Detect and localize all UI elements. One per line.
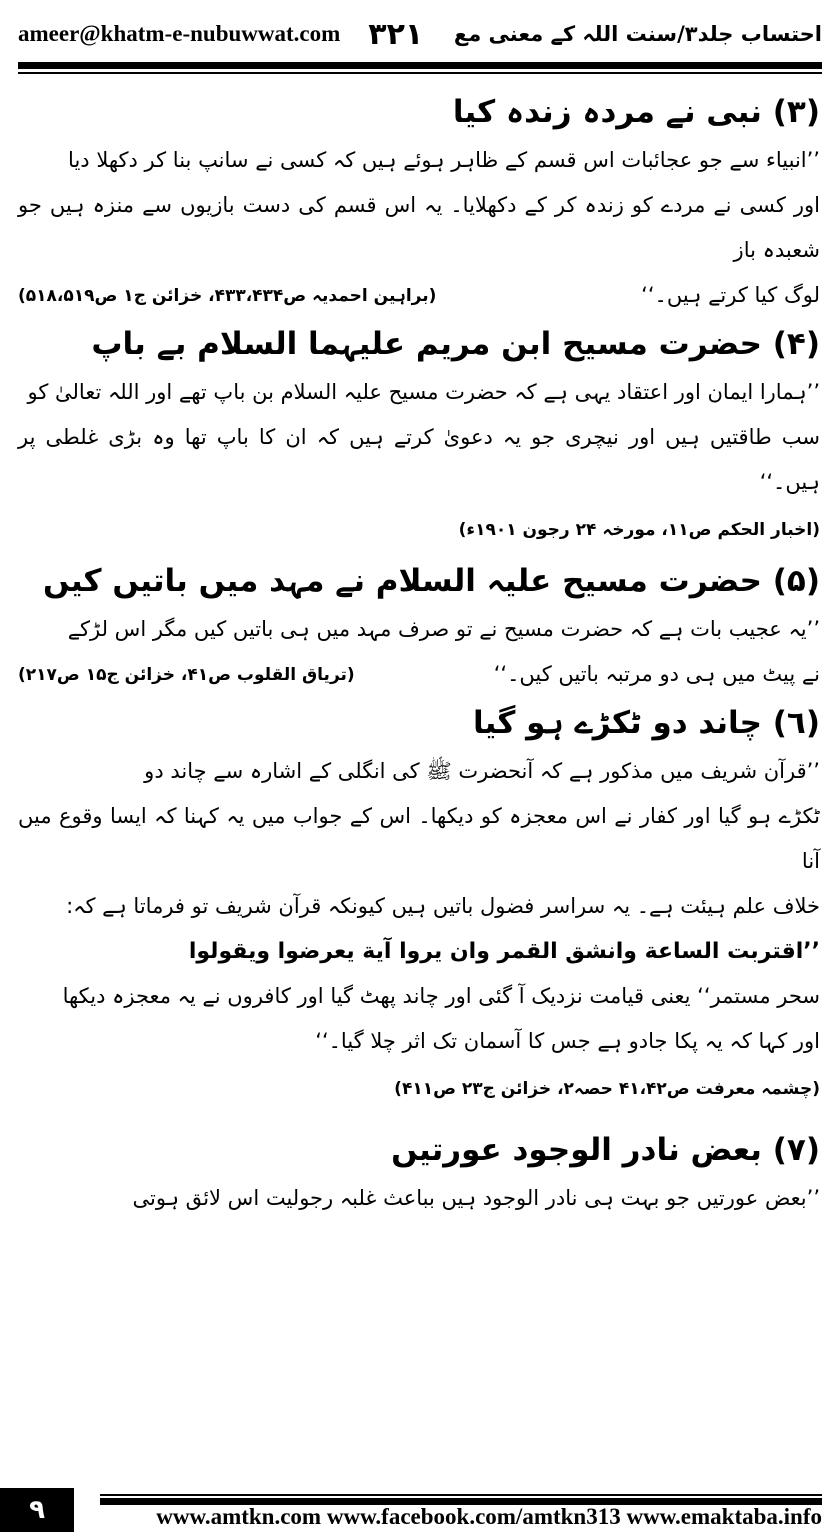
- reference: (تریاق القلوب ص۴۱، خزائن ج۱۵ ص۲۱۷): [18, 664, 355, 685]
- text-line: خلاف علم ہیئت ہے۔ یہ سراسر فضول باتیں ہیں کیونکہ قرآن شریف تو فرماتا ہے کہ:: [66, 894, 820, 918]
- section-5: [18, 555, 820, 697]
- header-left: [18, 17, 423, 52]
- spacer: [18, 1114, 820, 1124]
- reference: (اخبار الحکم ص۱۱، مورخہ ۲۴ رجون ۱۹۰۱ء): [458, 520, 820, 540]
- section-heading: (۵) حضرت مسیح علیہ السلام نے مہد میں باتیں کیں: [42, 563, 820, 599]
- section-4: [18, 318, 820, 555]
- header-book-title: احتساب جلد۳/سنت اللہ کے معنی مع: [453, 22, 822, 46]
- section-heading: (٦) چاند دو ٹکڑے ہو گیا: [473, 705, 820, 741]
- header-page-number: ٣٢١: [368, 16, 424, 52]
- text-line: اور کسی نے مردے کو زندہ کر کے دکھلایا۔ یہ اس قسم کی دست بازیوں سے منزہ ہیں جو شعبدہ باز: [18, 193, 820, 262]
- text-line: ’’یہ عجیب بات ہے کہ حضرت مسیح نے تو صرف مہد میں ہی باتیں کیں مگر اس لڑکے: [67, 617, 820, 641]
- header-rule-thick: [18, 62, 822, 69]
- line-with-reference: [18, 273, 820, 318]
- text-line: سب طاقتیں ہیں اور نیچری جو یہ دعویٰ کرتے ہیں کہ ان کا باپ تھا وہ بڑی غلطی پر ہیں۔‘‘: [18, 425, 820, 494]
- page-content: [18, 86, 820, 1221]
- footer-rule-thin: [100, 1494, 822, 1496]
- header-email: ameer@khatm-e-nubuwwat.com: [18, 21, 341, 46]
- line-with-reference: [18, 652, 820, 697]
- section-6: [18, 697, 820, 1114]
- section-heading: (۴) حضرت مسیح ابن مریم علیہما السلام بے باپ: [91, 326, 820, 362]
- section-3: [18, 86, 820, 318]
- section-7: [18, 1124, 820, 1221]
- footer-page-number: ٩: [0, 1488, 74, 1532]
- text-line: نے پیٹ میں ہی دو مرتبہ باتیں کیں۔‘‘: [493, 662, 820, 686]
- text-line: لوگ کیا کرتے ہیں۔‘‘: [641, 283, 820, 307]
- text-line: ’’قرآن شریف میں مذکور ہے کہ آنحضرت ﷺ کی انگلی کے اشارہ سے چاند دو: [144, 759, 820, 783]
- text-line: اور کہا کہ یہ پکا جادو ہے جس کا آسمان تک اثر چلا گیا۔‘‘: [315, 1029, 820, 1053]
- reference: (چشمہ معرفت ص۴۱،۴۲ حصہ۲، خزائن ج۲۳ ص۴۱۱): [394, 1079, 820, 1099]
- arabic-verse: ’’اقتربت الساعة وانشق القمر وان یروا آیة یعرضوا ویقولوا: [188, 939, 820, 964]
- text-line: ’’ہمارا ایمان اور اعتقاد یہی ہے کہ حضرت مسیح علیہ السلام بن باپ تھے اور اللہ تعالیٰ کو: [27, 380, 820, 404]
- text-line: ’’انبیاء سے جو عجائبات اس قسم کے ظاہر ہوئے ہیں کہ کسی نے سانپ بنا کر دکھلا دیا: [68, 148, 820, 172]
- text-line: ’’بعض عورتیں جو بہت ہی نادر الوجود ہیں بباعث غلبہ رجولیت اس لائق ہوتی: [132, 1186, 820, 1210]
- section-heading: (۷) بعض نادر الوجود عورتیں: [391, 1132, 820, 1168]
- page-footer: [0, 1488, 840, 1540]
- text-line: ٹکڑے ہو گیا اور کفار نے اس معجزہ کو دیکھا۔ اس کے جواب میں یہ کہنا کہ ایسا وقوع میں آنا: [18, 804, 820, 873]
- page-header: [18, 14, 822, 54]
- text-line: سحر مستمر‘‘ یعنی قیامت نزدیک آ گئی اور چاند پھٹ گیا اور کافروں نے یہ معجزہ دیکھا: [62, 984, 820, 1008]
- header-rule-thin: [18, 72, 822, 74]
- reference: (براہین احمدیہ ص۴۳۳،۴۳۴، خزائن ج۱ ص۵۱۸،۵۱۹): [18, 285, 437, 306]
- section-heading: (٣) نبی نے مردہ زندہ کیا: [452, 94, 820, 130]
- footer-urls: www.amtkn.com www.facebook.com/amtkn313 www.emaktaba.info: [156, 1504, 822, 1529]
